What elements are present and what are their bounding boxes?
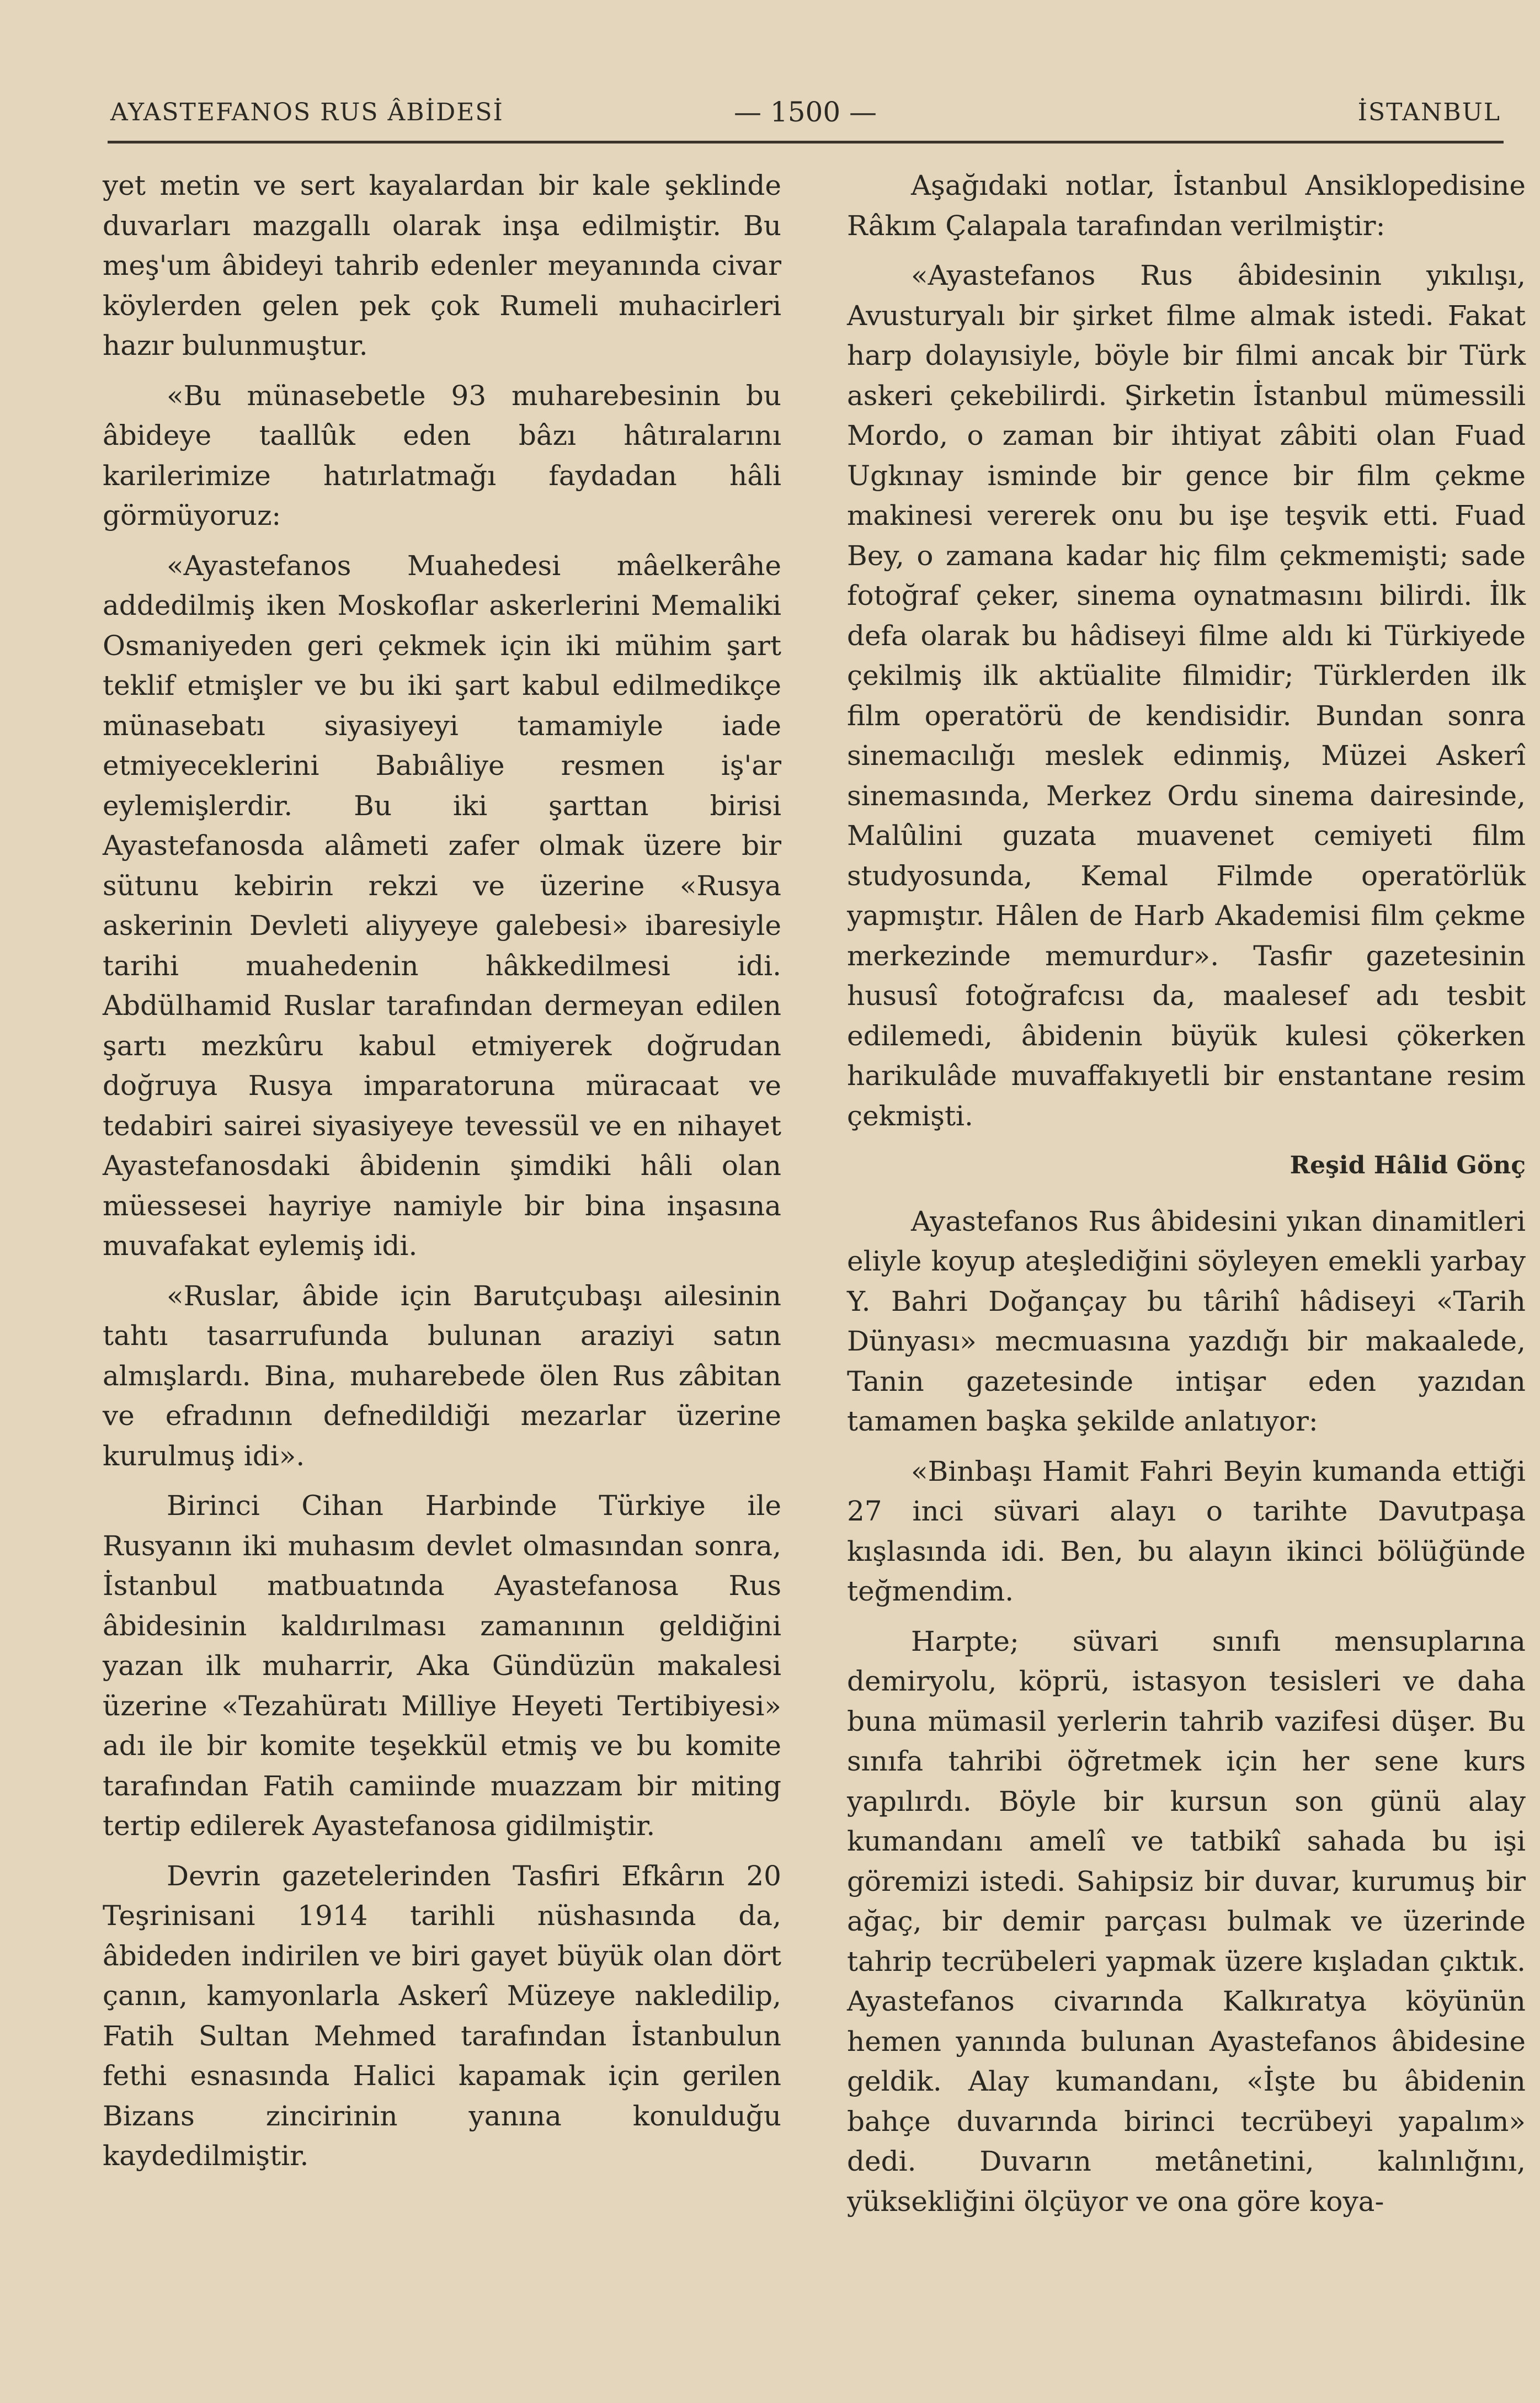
paragraph: yet metin ve sert kayalardan bir kale şeklinde duvarları mazgallı olarak inşa edilmiştir. Bu meş'um âbideyi tahrib edenler meyanında civar köylerden gelen pek çok Rumeli muhacirleri hazır bulunmuştur.: [103, 169, 781, 361]
header-rule: [108, 141, 1504, 143]
paragraph: Devrin gazetelerinden Tasfiri Efkârın 20 Teşrinisani 1914 tarihli nüshasında da, âbideden indirilen ve biri gayet büyük olan dört çanın, kamyonlarla Askerî Müzeye nakledilip, Fatih Sultan Mehmed tarafından İstanbulun fethi esnasında Halici kapamak için gerilen Bizans zincirinin yanına konulduğu kaydedilmiştir.: [103, 1859, 781, 2172]
page-header: [110, 88, 1501, 132]
paragraph: «Binbaşı Hamit Fahri Beyin kumanda ettiği 27 inci süvari alayı o tarihte Davutpaşa kışlasında idi. Ben, bu alayın ikinci bölüğünde teğmendim.: [847, 1455, 1526, 1607]
paragraph: Ayastefanos Rus âbidesini yıkan dinamitleri eliyle koyup ateşlediğini söyleyen emekli yarbay Y. Bahri Doğançay bu târihî hâdiseyi «Tarih Dünyası» mecmuasına yazdığı bir makaalede, Tanin gazetesinde intişar eden yazıdan tamamen başka şekilde anlatıyor:: [847, 1205, 1526, 1437]
paragraph: Harpte; süvari sınıfı mensuplarına demiryolu, köprü, istasyon tesisleri ve daha buna mümasil yerlerin tahrib vazifesi düşer. Bu sınıfa tahribi öğretmek için her sene kurs yapılırdı. Böyle bir kursun son günü alay kumandanı amelî ve tatbikî sahada bu işi göremizi istedi. Sahipsiz bir duvar, kurumuş bir ağaç, bir demir parçası bulmak ve üzerinde tahrip tecrübeleri yapmak üzere kışladan çıktık. Ayastefanos civarında Kalkıratya köyünün hemen yanında bulunan Ayastefanos âbidesine geldik. Alay kumandanı, «İşte bu âbidenin bahçe duvarında birinci tecrübeyi yapalım» dedi. Duvarın metânetini, kalınlığını, yüksekliğini ölçüyor ve ona göre koya-: [847, 1625, 1526, 2218]
paragraph: Birinci Cihan Harbinde Türkiye ile Rusyanın iki muhasım devlet olmasından sonra, İstanbul matbuatında Ayastefanosa Rus âbidesinin kaldırılması zamanının geldiğini yazan ilk muharrir, Aka Gündüzün makalesi üzerine «Tezahüratı Milliye Heyeti Tertibiyesi» adı ile bir komite teşekkül etmiş ve bu komite tarafından Fatih camiinde muazzam bir miting tertip edilerek Ayastefanosa gidilmiştir.: [103, 1490, 781, 1842]
paragraph: «Ayastefanos Muahedesi mâelkerâhe addedilmiş iken Moskoflar askerlerini Memaliki Osmaniyeden geri çekmek için iki mühim şart teklif etmişler ve bu iki şart kabul edilmedikçe münasebatı siyasiyeyi tamamiyle iade etmiyeceklerini Babıâliye resmen iş'ar eylemişlerdir. Bu iki şarttan birisi Ayastefanosda alâmeti zafer olmak üzere bir sütunu kebirin rekzi ve üzerine «Rusya askerinin Devleti aliyyeye galebesi» ibaresiyle tarihi muahedenin hâkkedilmesi idi. Abdülhamid Ruslar tarafından dermeyan edilen şartı mezkûru kabul etmiyerek doğrudan doğruya Rusya imparatoruna müracaat ve tedabiri sairei siyasiyeye tevessül ve en nihayet Ayastefanosdaki âbidenin şimdiki hâli olan müessesei hayriye namiyle bir bina inşasına muvafakat eylemiş idi.: [103, 549, 781, 1262]
page-number: — 1500 —: [734, 96, 877, 128]
paragraph: Aşağıdaki notlar, İstanbul Ansiklopedisine Râkım Çalapala tarafından verilmiştir:: [847, 169, 1526, 242]
running-title: AYASTEFANOS RUS ÂBİDESİ: [110, 98, 504, 126]
paragraph: «Ayastefanos Rus âbidesinin yıkılışı, Avusturyalı bir şirket filme almak istedi. Fakat harp dolayısiyle, böyle bir filmi ancak bir Türk askeri çekebilirdi. Şirketin İstanbul mümessili Mordo, o zaman bir ihtiyat zâbiti olan Fuad Ugkınay isminde bir gence bir film çekme makinesi vererek onu bu işe teşvik etti. Fuad Bey, o zamana kadar hiç film çekmemişti; sade fotoğraf çeker, sinema oynatmasını bilirdi. İlk defa olarak bu hâdiseyi filme aldı ki Türkiyede çekilmiş ilk aktüalite filmidir; Türklerden ilk film operatörü de kendisidir. Bundan sonra sinemacılığı meslek edinmiş, Müzei Askerî sinemasında, Merkez Ordu sinema dairesinde, Malûlini guzata muavenet cemiyeti film studyosunda, Kemal Filmde operatörlük yapmıştır. Hâlen de Harb Akademisi film çekme merkezinde memurdur». Tasfir gazetesinin hususî fotoğrafcısı da, maalesef adı tesbit edilemedi, âbidenin büyük kulesi çökerken harikulâde muvaffakıyetli bir enstantane resim çekmişti.: [847, 259, 1526, 1132]
left-column: [103, 166, 781, 2186]
right-column: [847, 166, 1526, 2231]
paragraph: «Bu münasebetle 93 muharebesinin bu âbideye taallûk eden bâzı hâtıralarını karilerimize hatırlatmağı faydadan hâli görmüyoruz:: [103, 379, 781, 531]
section-name: İSTANBUL: [1357, 98, 1501, 126]
paragraph: «Ruslar, âbide için Barutçubaşı ailesinin tahtı tasarrufunda bulunan araziyi satın almışlardı. Bina, muharebede ölen Rus zâbitan ve efradının defnedildiği mezarlar üzerine kurulmuş idi».: [103, 1279, 781, 1472]
author-signature: Reşid Hâlid Gönç: [1289, 1151, 1526, 1179]
